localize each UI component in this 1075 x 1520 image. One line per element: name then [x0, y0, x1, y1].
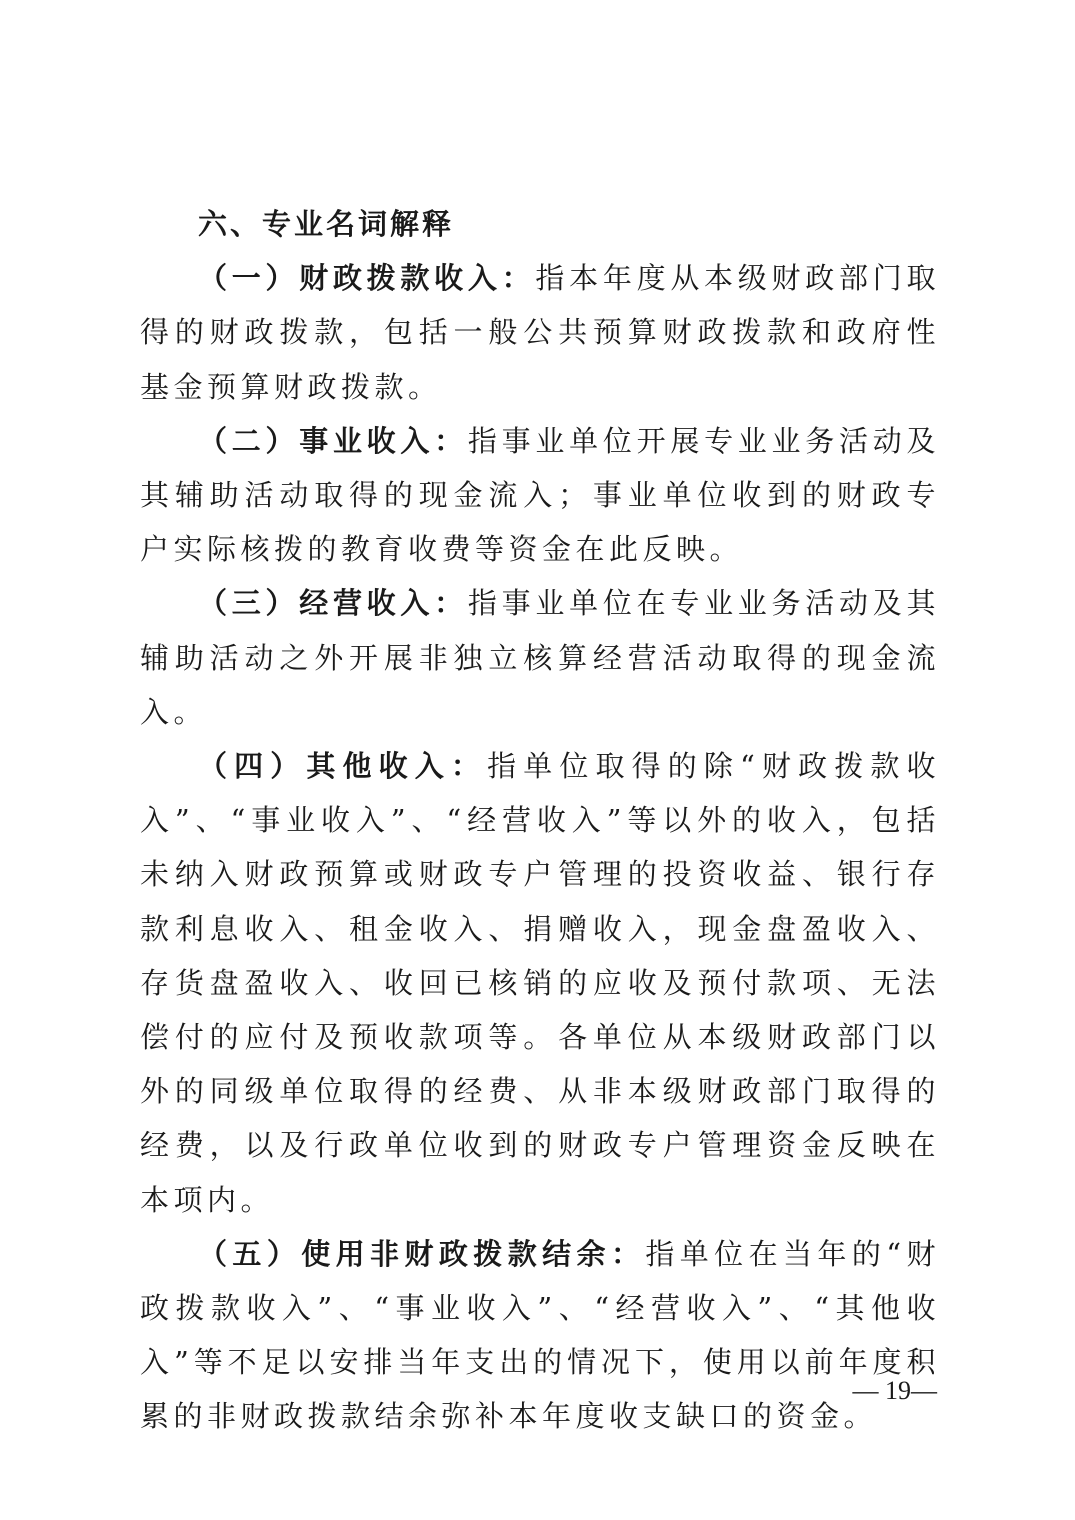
definition-term: （五）使用非财政拨款结余： — [198, 1236, 646, 1271]
section-heading: 六、专业名词解释 — [198, 207, 455, 241]
definition-text: 指本年度从本级财政部门取得的财政拨款，包括一般公共预算财政拨款和政府性基金预算财政拨款。 — [140, 261, 940, 404]
definition-text: 指单位取得的除“财政拨款收入”、“事业收入”、“经营收入”等以外的收入，包括未纳入财政预算或财政专户管理的投资收益、银行存款利息收入、租金收入、捐赠收入，现金盘盈收入、存货盘盈收入、收回已核销的应收及预付款项、无法偿付的应付及预收款项等。各单位从本级财政部门以外的同级单位取得的经费、从非本级财政部门取得的经费，以及行政单位收到的财政专户管理资金反映在本项内。 — [140, 749, 940, 1217]
definition-paragraph-3 — [140, 576, 940, 739]
definition-term: （一）财政拨款收入： — [198, 261, 536, 296]
page-number: — 19— — [852, 1376, 937, 1405]
definition-paragraph-1 — [140, 251, 940, 414]
definition-paragraph-4 — [140, 739, 940, 1227]
document-body — [140, 197, 940, 1444]
definition-paragraph-5 — [140, 1227, 940, 1444]
definition-text: 指单位在当年的“财政拨款收入”、“事业收入”、“经营收入”、“其他收入”等不足以安排当年支出的情况下，使用以前年度积累的非财政拨款结余弥补本年度收支缺口的资金。 — [140, 1236, 940, 1434]
definition-paragraph-2 — [140, 414, 940, 577]
definition-term: （四）其他收入： — [198, 749, 488, 784]
definition-text: 指事业单位开展专业业务活动及其辅助活动取得的现金流入；事业单位收到的财政专户实际核拨的教育收费等资金在此反映。 — [140, 423, 940, 567]
definition-term: （三）经营收入： — [198, 586, 468, 621]
definition-text: 指事业单位在专业业务活动及其辅助活动之外开展非独立核算经营活动取得的现金流入。 — [140, 586, 940, 729]
definition-term: （二）事业收入： — [198, 423, 468, 458]
